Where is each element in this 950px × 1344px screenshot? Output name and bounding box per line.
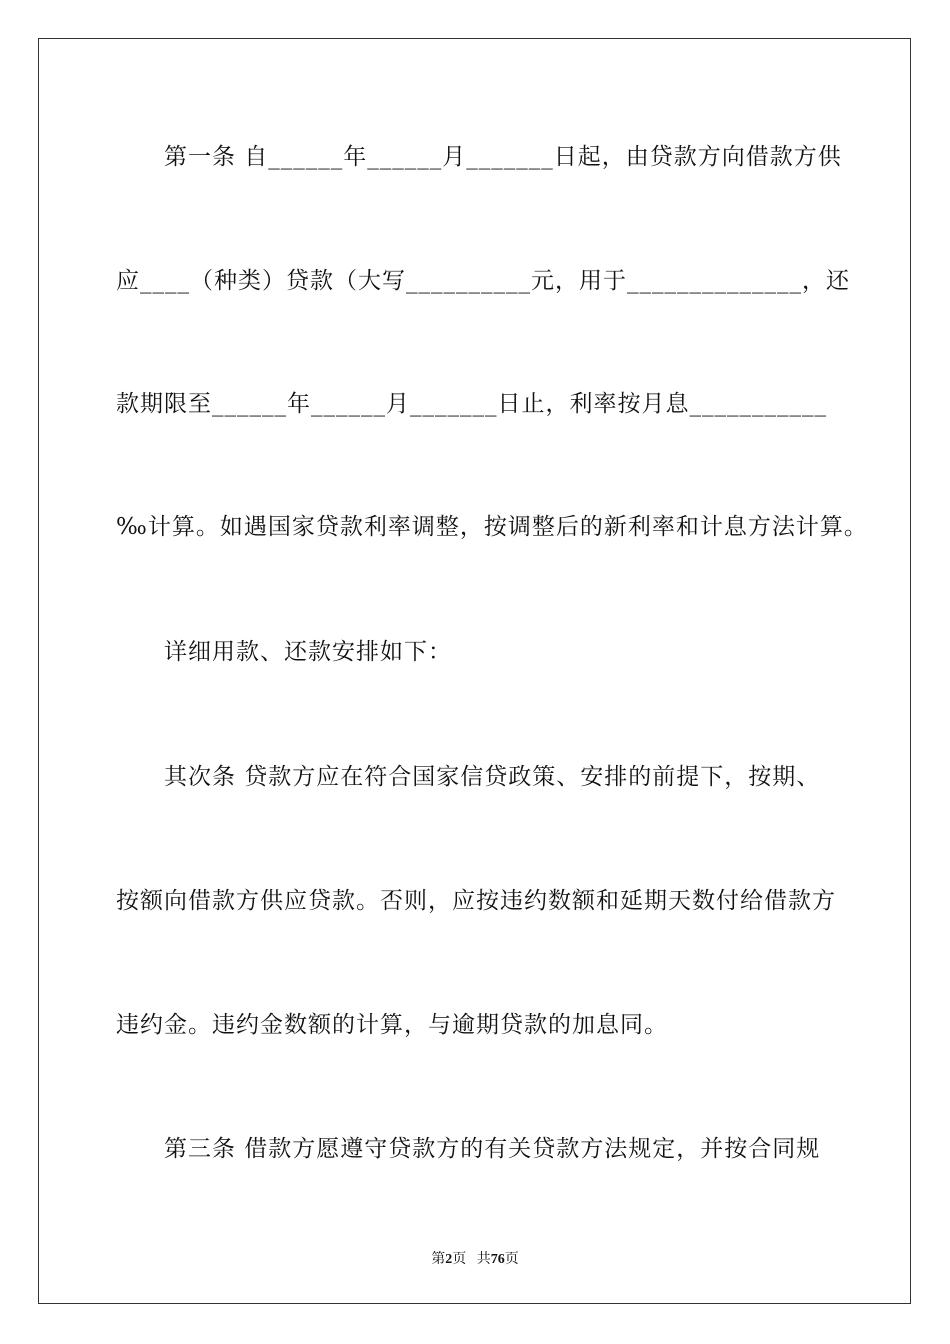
page-border — [38, 38, 911, 1304]
paragraph-line: 详细用款、还款安排如下： — [164, 639, 452, 665]
total-pages: 76 — [490, 1252, 505, 1267]
paragraph-line: 应____（种类）贷款（大写__________元，用于______________，还 — [116, 268, 850, 294]
paragraph-line: 违约金。违约金数额的计算，与逾期贷款的加息同。 — [116, 1012, 668, 1038]
paragraph-line: 按额向借款方供应贷款。否则，应按违约数额和延期天数付给借款方 — [116, 888, 836, 914]
paragraph-line: 款期限至______年______月_______日止，利率按月息___________ — [116, 391, 827, 417]
paragraph-line: 第三条 借款方愿遵守贷款方的有关贷款方法规定，并按合同规 — [164, 1136, 821, 1162]
total-suffix: 页 — [504, 1252, 519, 1267]
page-footer — [0, 1248, 950, 1268]
page-suffix: 页 — [452, 1252, 467, 1267]
paragraph-line: ‰计算。如遇国家贷款利率调整，按调整后的新利率和计息方法计算。 — [116, 514, 868, 540]
paragraph-line: 第一条 自______年______月_______日起，由贷款方向借款方供 — [164, 144, 842, 170]
total-prefix: 共 — [476, 1252, 491, 1267]
page-prefix: 第 — [431, 1252, 446, 1267]
page-number: 2 — [445, 1252, 453, 1267]
paragraph-line: 其次条 贷款方应在符合国家信贷政策、安排的前提下，按期、 — [164, 764, 821, 790]
